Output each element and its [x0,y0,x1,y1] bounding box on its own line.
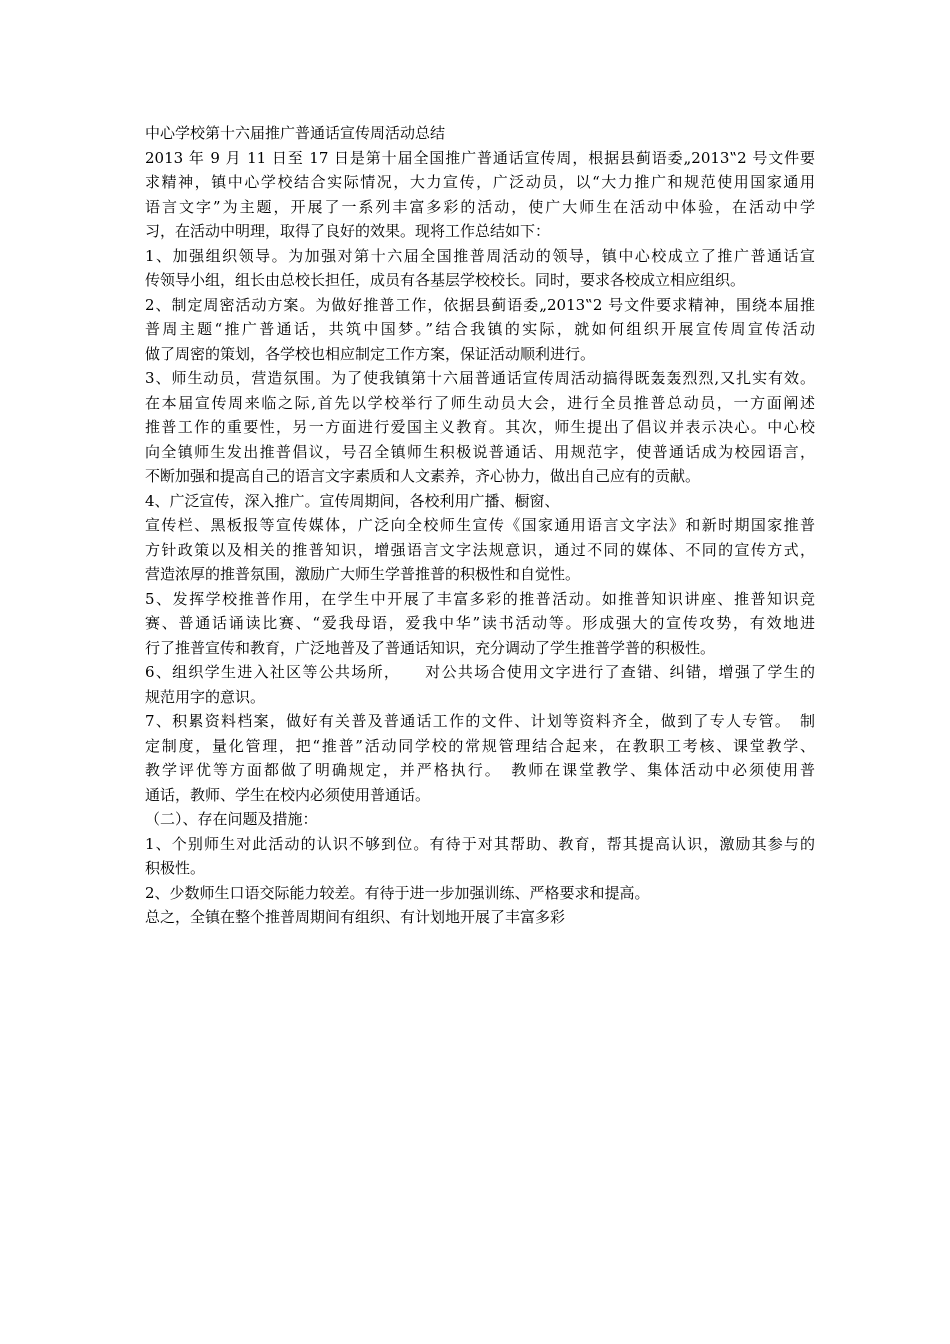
paragraph-line: 推普工作的重要性，另一方面进行爱国主义教育。其次，师生提出了倡议并表示决心。中心校 [145,418,815,436]
paragraph-line: 3、师生动员，营造氛围。为了使我镇第十六届普通话宣传周活动搞得既轰轰烈烈,又扎实有效。 [145,369,815,387]
paragraph-line: 向全镇师生发出推普倡议，号召全镇师生积极说普通话、用规范字，使普通话成为校园语言， [145,442,815,461]
paragraph-line: 1、加强组织领导。为加强对第十六届全国推普周活动的领导，镇中心校成立了推广普通话宣 [145,246,815,265]
paragraph-line: 4、广泛宣传，深入推广。宣传周期间，各校利用广播、橱窗、 [145,491,560,510]
paragraph-line: 习，在活动中明理，取得了良好的效果。现将工作总结如下： [145,222,551,240]
paragraph-line: 教学评优等方面都做了明确规定，并严格执行。 教师在课堂教学、集体活动中必须使用普 [145,761,815,779]
paragraph-line: 营造浓厚的推普氛围，激励广大师生学普推普的积极性和自觉性。 [145,565,581,583]
paragraph-line: 普周主题“推广普通话，共筑中国梦。”结合我镇的实际，就如何组织开展宣传周宣传活动 [145,320,815,338]
paragraph-line: 语言文字”为主题，开展了一系列丰富多彩的活动，使广大师生在活动中体验，在活动中学 [145,197,815,216]
paragraph-line: 1、个别师生对此活动的认识不够到位。有待于对其帮助、教育，帮其提高认识，激励其参与的 [145,834,815,853]
paragraph-line: 行了推普宣传和教育，广泛地普及了普通话知识，充分调动了学生推普学普的积极性。 [145,638,716,657]
paragraph-line: 定制度，量化管理，把“推普”活动同学校的常规管理结合起来，在教职工考核、课堂教学、 [145,736,815,755]
paragraph-line: 积极性。 [145,859,206,877]
paragraph-line: 6、组织学生进入社区等公共场所， 对公共场合使用文字进行了查错、纠错，增强了学生的 [145,663,815,681]
paragraph-line: 做了周密的策划，各学校也相应制定工作方案，保证活动顺利进行。 [145,344,596,363]
paragraph-line: 宣传栏、黑板报等宣传媒体，广泛向全校师生宣传《国家通用语言文字法》和新时期国家推普 [145,516,815,534]
paragraph-line: 传领导小组，组长由总校长担任，成员有各基层学校校长。同时，要求各校成立相应组织。 [145,271,746,289]
paragraph-line: 2013 年 9 月 11 日至 17 日是第十届全国推广普通话宣传周，根据县蓟语委„2013‟2 号文件要 [145,148,815,167]
paragraph-line: 方针政策以及相关的推普知识，增强语言文字法规意识，通过不同的媒体、不同的宣传方式， [145,540,815,559]
paragraph-line: 通话，教师、学生在校内必须使用普通话。 [145,785,431,804]
paragraph-line: 不断加强和提高自己的语言文字素质和人文素养，齐心协力，做出自己应有的贡献。 [145,467,701,485]
paragraph-line: 规范用字的意识。 [145,687,266,706]
paragraph-line: 5、发挥学校推普作用，在学生中开展了丰富多彩的推普活动。如推普知识讲座、推普知识竞 [145,589,815,608]
paragraph-line: 赛、普通话诵读比赛、“爱我母语，爱我中华”读书活动等。形成强大的宣传攻势，有效地进 [145,614,815,632]
paragraph-line: 总之，全镇在整个推普周期间有组织、有计划地开展了丰富多彩 [145,908,566,926]
document-title: 中心学校第十六届推广普通话宣传周活动总结 [145,124,446,142]
document-page [145,121,815,930]
paragraph-line: 2、制定周密活动方案。为做好推普工作，依据县蓟语委„2013‟2 号文件要求精神，围绕本届推 [145,295,815,314]
paragraph-line: 2、少数师生口语交际能力较差。有待于进一步加强训练、严格要求和提高。 [145,883,650,902]
paragraph-line: 7、积累资料档案，做好有关普及普通话工作的文件、计划等资料齐全，做到了专人专管。 制 [145,712,815,730]
paragraph-line: 求精神，镇中心学校结合实际情况，大力宣传，广泛动员，以“大力推广和规范使用国家通用 [145,173,815,191]
document-body [145,146,815,930]
paragraph-line: （二）、存在问题及措施： [145,810,318,828]
paragraph-line: 在本届宣传周来临之际,首先以学校举行了师生动员大会，进行全员推普总动员，一方面阐述 [145,393,815,412]
